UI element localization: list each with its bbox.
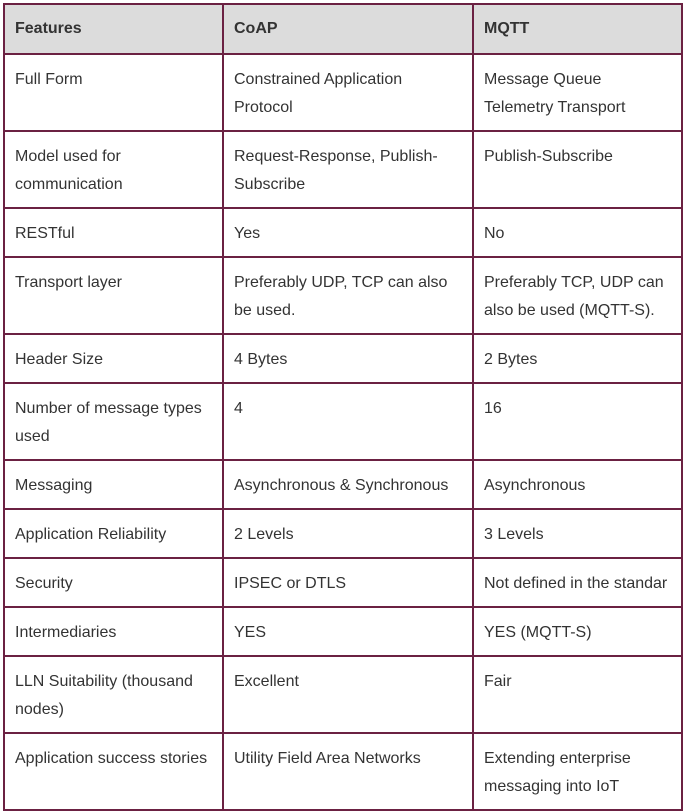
- coap-cell: Constrained Application Protocol: [223, 54, 473, 131]
- comparison-table: [3, 3, 683, 811]
- coap-cell: Utility Field Area Networks: [223, 733, 473, 810]
- mqtt-cell: 2 Bytes: [473, 334, 682, 383]
- feature-cell: Application Reliability: [4, 509, 223, 558]
- mqtt-cell: YES (MQTT-S): [473, 607, 682, 656]
- mqtt-cell: Fair: [473, 656, 682, 733]
- coap-cell: IPSEC or DTLS: [223, 558, 473, 607]
- table-row: [4, 383, 682, 460]
- mqtt-cell: Extending enterprise messaging into IoT: [473, 733, 682, 810]
- header-features: Features: [4, 4, 223, 54]
- mqtt-cell: 3 Levels: [473, 509, 682, 558]
- coap-cell: 4 Bytes: [223, 334, 473, 383]
- table-row: [4, 131, 682, 208]
- coap-cell: Preferably UDP, TCP can also be used.: [223, 257, 473, 334]
- header-row: [4, 4, 682, 54]
- mqtt-cell: 16: [473, 383, 682, 460]
- mqtt-cell: Message Queue Telemetry Transport: [473, 54, 682, 131]
- feature-cell: Full Form: [4, 54, 223, 131]
- feature-cell: Messaging: [4, 460, 223, 509]
- header-coap: CoAP: [223, 4, 473, 54]
- coap-cell: Excellent: [223, 656, 473, 733]
- table-row: [4, 460, 682, 509]
- table-row: [4, 607, 682, 656]
- mqtt-cell: Asynchronous: [473, 460, 682, 509]
- feature-cell: Number of message types used: [4, 383, 223, 460]
- feature-cell: Model used for communication: [4, 131, 223, 208]
- table-row: [4, 656, 682, 733]
- header-mqtt: MQTT: [473, 4, 682, 54]
- table-row: [4, 509, 682, 558]
- feature-cell: LLN Suitability (thousand nodes): [4, 656, 223, 733]
- table-row: [4, 334, 682, 383]
- coap-cell: Request-Response, Publish-Subscribe: [223, 131, 473, 208]
- feature-cell: RESTful: [4, 208, 223, 257]
- feature-cell: Intermediaries: [4, 607, 223, 656]
- feature-cell: Header Size: [4, 334, 223, 383]
- table-row: [4, 257, 682, 334]
- feature-cell: Security: [4, 558, 223, 607]
- mqtt-cell: No: [473, 208, 682, 257]
- feature-cell: Application success stories: [4, 733, 223, 810]
- table-row: [4, 208, 682, 257]
- mqtt-cell: Publish-Subscribe: [473, 131, 682, 208]
- mqtt-cell: Not defined in the standar: [473, 558, 682, 607]
- table-row: [4, 558, 682, 607]
- coap-cell: YES: [223, 607, 473, 656]
- coap-cell: 4: [223, 383, 473, 460]
- coap-cell: Yes: [223, 208, 473, 257]
- table-row: [4, 733, 682, 810]
- coap-cell: Asynchronous & Synchronous: [223, 460, 473, 509]
- mqtt-cell: Preferably TCP, UDP can also be used (MQTT-S).: [473, 257, 682, 334]
- table-row: [4, 54, 682, 131]
- feature-cell: Transport layer: [4, 257, 223, 334]
- coap-cell: 2 Levels: [223, 509, 473, 558]
